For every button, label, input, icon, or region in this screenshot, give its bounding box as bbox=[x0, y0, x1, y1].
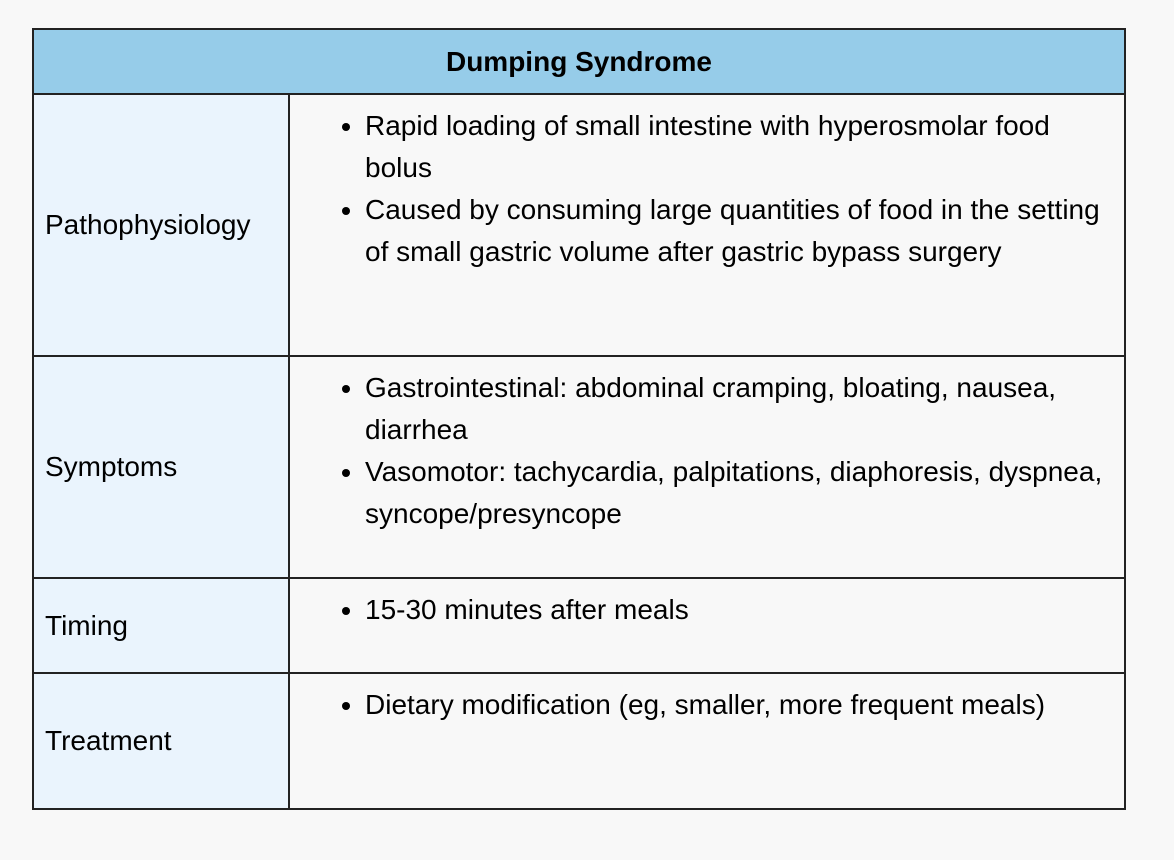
list-item: • 15-30 minutes after meals bbox=[365, 589, 1104, 631]
table-row-timing bbox=[33, 578, 1125, 673]
list-item: • Gastrointestinal: abdominal cramping, bloating, nausea, diarrhea bbox=[365, 367, 1104, 451]
bullet-list bbox=[290, 105, 1104, 273]
table-row-pathophysiology bbox=[33, 94, 1125, 356]
bullet-list bbox=[290, 367, 1104, 535]
list-item: • Dietary modification (eg, smaller, more frequent meals) bbox=[365, 684, 1104, 726]
dumping-syndrome-table bbox=[32, 28, 1126, 810]
table-header-row bbox=[33, 29, 1125, 94]
table-row-treatment bbox=[33, 673, 1125, 809]
table-row-symptoms bbox=[33, 356, 1125, 578]
row-content-symptoms bbox=[289, 356, 1125, 578]
bullet-list bbox=[290, 684, 1104, 726]
row-label-symptoms: Symptoms bbox=[33, 356, 289, 578]
row-content-timing bbox=[289, 578, 1125, 673]
row-label-pathophysiology: Pathophysiology bbox=[33, 94, 289, 356]
list-item: • Caused by consuming large quantities of food in the setting of small gastric volume after gastric bypass surgery bbox=[365, 189, 1104, 273]
list-item: • Rapid loading of small intestine with hyperosmolar food bolus bbox=[365, 105, 1104, 189]
row-label-treatment: Treatment bbox=[33, 673, 289, 809]
row-content-pathophysiology bbox=[289, 94, 1125, 356]
table-title: Dumping Syndrome bbox=[33, 29, 1125, 94]
list-item: • Vasomotor: tachycardia, palpitations, diaphoresis, dyspnea, syncope/presyncope bbox=[365, 451, 1104, 535]
bullet-list bbox=[290, 589, 1104, 631]
row-label-timing: Timing bbox=[33, 578, 289, 673]
row-content-treatment bbox=[289, 673, 1125, 809]
